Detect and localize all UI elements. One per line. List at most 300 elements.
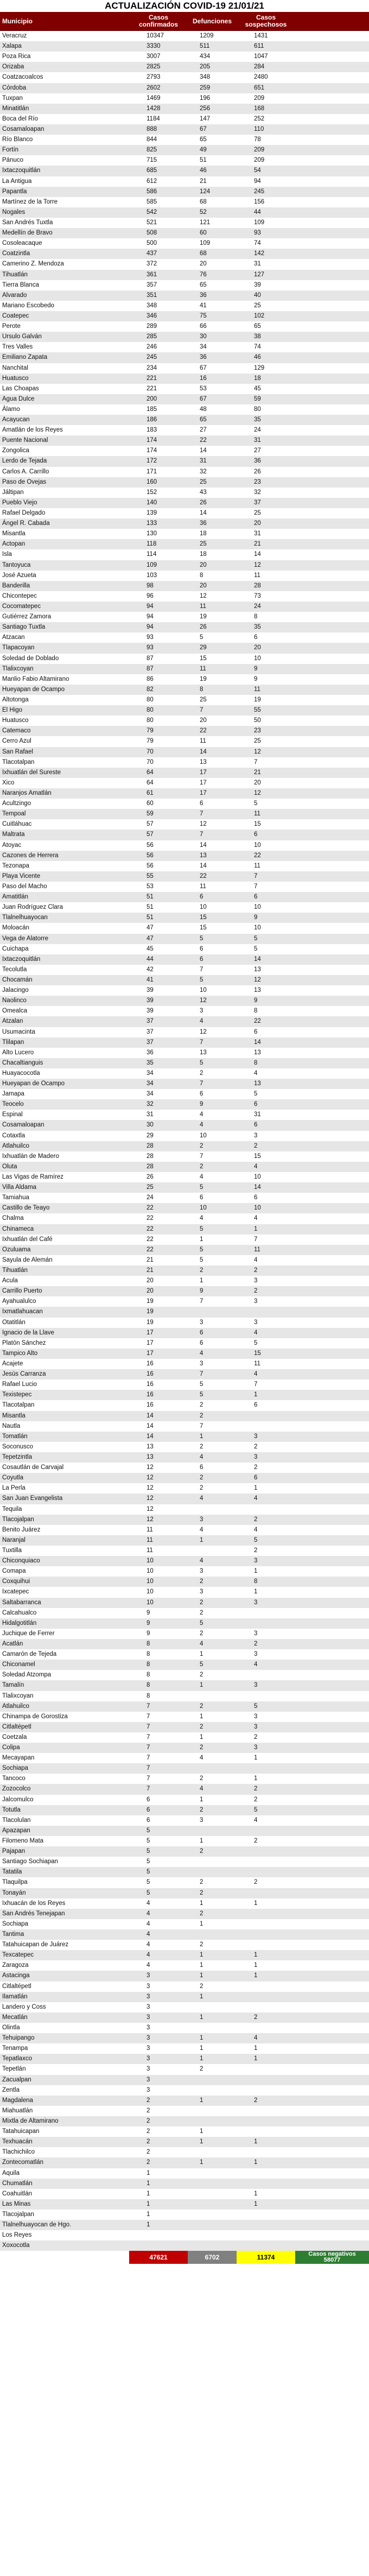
total-defunciones: 6702 (188, 2251, 237, 2264)
table-row (0, 1048, 369, 1058)
cell-sospechosos: 13 (254, 987, 261, 994)
cell-defunciones: 121 (200, 219, 211, 226)
cell-confirmados: 285 (147, 333, 157, 340)
cell-sospechosos: 94 (254, 178, 261, 185)
cell-municipio: Naolinco (2, 997, 27, 1004)
cell-sospechosos: 22 (254, 1018, 261, 1025)
table-row (0, 2230, 369, 2240)
cell-defunciones: 1 (200, 1952, 203, 1959)
cell-defunciones: 7 (200, 1298, 203, 1305)
cell-municipio: Totutla (2, 1806, 21, 1813)
cell-defunciones (188, 2220, 237, 2230)
cell-municipio: Tlaquilpa (2, 1879, 28, 1886)
cell-defunciones: 15 (200, 914, 207, 921)
total-sospechosos: 11374 (237, 2251, 295, 2264)
cell-municipio: Magdalena (2, 2097, 33, 2104)
cell-municipio: Tlalixcoyan (2, 1692, 34, 1699)
cell-sospechosos: 2 (254, 1838, 258, 1845)
table-row (0, 207, 369, 218)
cell-municipio: Minatitlán (2, 105, 29, 112)
cell-defunciones: 1 (200, 2128, 203, 2135)
cell-defunciones: 31 (200, 458, 207, 465)
cell-defunciones: 2 (200, 1412, 203, 1419)
cell-defunciones: 11 (200, 665, 206, 672)
cell-defunciones: 4 (200, 1755, 203, 1762)
cell-sospechosos: 40 (254, 292, 261, 299)
table-row (0, 1369, 369, 1379)
cell-confirmados: 2 (147, 2159, 150, 2166)
cell-municipio: Chiconamel (2, 1661, 35, 1668)
cell-confirmados: 289 (147, 323, 157, 330)
cell-sospechosos: 19 (254, 697, 261, 703)
table-row (0, 259, 369, 269)
cell-defunciones: 7 (200, 1153, 203, 1160)
table-row (0, 1992, 369, 2002)
cell-defunciones: 4 (200, 1350, 203, 1357)
cell-municipio: Altotonga (2, 697, 29, 703)
cell-defunciones: 14 (200, 748, 207, 755)
cell-defunciones: 5 (200, 1381, 203, 1388)
cell-defunciones (188, 2210, 237, 2220)
cell-defunciones: 2 (200, 1474, 203, 1482)
cell-sospechosos: 5 (254, 935, 258, 942)
cell-municipio: Cazones de Herrera (2, 852, 59, 859)
cell-sospechosos: 284 (254, 64, 265, 71)
table-row (0, 488, 369, 498)
cell-sospechosos (237, 2002, 295, 2012)
cell-confirmados: 3 (147, 2055, 150, 2062)
cell-confirmados: 59 (147, 811, 154, 818)
cell-municipio: Tantoyuca (2, 561, 31, 568)
cell-confirmados: 21 (147, 1267, 154, 1274)
cell-confirmados: 5 (147, 1858, 150, 1865)
cell-municipio: Ixtaczoquitlán (2, 955, 41, 963)
cell-sospechosos: 8 (254, 1008, 258, 1015)
cell-municipio: Zongolica (2, 447, 29, 454)
cell-defunciones: 3 (200, 1817, 203, 1824)
cell-sospechosos: 2 (254, 1796, 258, 1803)
cell-defunciones: 5 (200, 634, 203, 641)
cell-confirmados: 3 (147, 1983, 150, 1990)
cell-municipio: Xico (2, 779, 15, 786)
cell-confirmados: 14 (147, 1433, 154, 1440)
table-row (0, 1815, 369, 1826)
cell-municipio: Juan Rodríguez Clara (2, 904, 63, 911)
cell-confirmados: 13 (147, 1453, 154, 1460)
cell-municipio: Benito Juárez (2, 1526, 41, 1533)
cell-municipio: Vega de Alatorre (2, 935, 49, 942)
cell-municipio: Ixtaczoquitlán (2, 167, 41, 174)
totals-row (0, 2251, 369, 2264)
cell-confirmados: 11 (147, 1526, 153, 1533)
cell-municipio: Tlalixcoyan (2, 665, 34, 672)
cell-defunciones (188, 1546, 237, 1556)
cell-sospechosos: 6 (254, 1474, 258, 1482)
cell-defunciones: 1 (200, 2097, 203, 2104)
table-row (0, 1265, 369, 1276)
cell-defunciones: 2 (200, 1599, 203, 1606)
cell-sospechosos (237, 2085, 295, 2096)
cell-municipio: Tatahuicapan de Juárez (2, 1941, 69, 1948)
cell-defunciones: 18 (200, 551, 207, 558)
table-row (0, 996, 369, 1006)
cell-confirmados: 13 (147, 1443, 154, 1450)
cell-defunciones: 3 (200, 1588, 203, 1596)
cell-defunciones: 1 (200, 1682, 203, 1689)
table-row (0, 1473, 369, 1483)
cell-sospechosos: 2 (254, 1786, 258, 1793)
cell-defunciones (188, 2085, 237, 2096)
cell-defunciones: 8 (200, 686, 203, 693)
cell-confirmados: 64 (147, 769, 154, 776)
cell-municipio: Teocelo (2, 1101, 24, 1108)
cell-sospechosos (237, 2023, 295, 2033)
cell-defunciones: 12 (200, 592, 207, 599)
cell-confirmados: 61 (147, 789, 154, 796)
cell-confirmados: 437 (147, 250, 157, 257)
cell-sospechosos: 65 (254, 323, 261, 330)
cell-confirmados: 80 (147, 707, 154, 714)
cell-confirmados: 4 (147, 1941, 150, 1948)
cell-sospechosos: 11 (254, 811, 260, 818)
cell-confirmados: 1428 (147, 105, 161, 112)
cell-municipio: Ixmatlahuacan (2, 1308, 43, 1315)
cell-sospechosos: 5 (254, 800, 258, 807)
table-row (0, 2023, 369, 2033)
table-row (0, 2137, 369, 2147)
cell-municipio: Platón Sánchez (2, 1339, 46, 1346)
cell-municipio: Pánuco (2, 157, 24, 164)
cell-confirmados: 34 (147, 1069, 154, 1077)
cell-municipio: Tempoal (2, 811, 26, 818)
cell-sospechosos: 39 (254, 281, 261, 288)
table-row (0, 52, 369, 62)
cell-defunciones: 10 (200, 987, 207, 994)
cell-confirmados: 39 (147, 987, 154, 994)
table-row (0, 851, 369, 861)
cell-defunciones (188, 1867, 237, 1877)
cell-municipio: Chumatlán (2, 2180, 33, 2187)
cell-defunciones: 1 (200, 1972, 203, 1979)
cell-confirmados: 246 (147, 344, 157, 351)
cell-municipio: Jesús Carranza (2, 1371, 46, 1378)
cell-defunciones: 22 (200, 872, 207, 879)
cell-municipio: Tlalnelhuayocan de Hgo. (2, 2221, 72, 2229)
table-row (0, 560, 369, 571)
cell-confirmados: 183 (147, 427, 157, 434)
cell-sospechosos: 4 (254, 1526, 258, 1533)
cell-municipio: Cocomatepec (2, 603, 41, 610)
cell-municipio: Coatzacoalcos (2, 74, 43, 81)
cell-municipio: Cotaxtla (2, 1132, 26, 1139)
cell-confirmados: 140 (147, 499, 157, 506)
cell-confirmados: 64 (147, 779, 154, 786)
cell-municipio: Tlapacoyan (2, 644, 35, 651)
table-row (0, 1493, 369, 1504)
cell-confirmados: 79 (147, 727, 154, 735)
cell-defunciones (188, 2116, 237, 2126)
cell-sospechosos: 4 (254, 1256, 258, 1263)
cell-defunciones: 1 (200, 1962, 203, 1969)
cell-sospechosos: 1 (254, 1900, 258, 1907)
cell-sospechosos (237, 1857, 295, 1867)
cell-defunciones: 3 (200, 1319, 203, 1326)
cell-defunciones: 41 (200, 302, 207, 309)
cell-municipio: Texistepec (2, 1391, 32, 1398)
cell-municipio: Río Blanco (2, 136, 33, 143)
cell-confirmados: 16 (147, 1371, 154, 1378)
table-row (0, 93, 369, 104)
cell-sospechosos: 142 (254, 250, 265, 257)
cell-municipio: San Rafael (2, 748, 33, 755)
cell-defunciones: 1 (200, 2014, 203, 2021)
cell-confirmados: 1 (147, 2180, 150, 2187)
cell-defunciones: 511 (200, 43, 210, 50)
cell-municipio: Tenampa (2, 2045, 28, 2052)
cell-sospechosos: 22 (254, 852, 261, 859)
cell-municipio: San Andrés Tuxtla (2, 219, 53, 226)
header-sospechosos: Casos sospechosos (245, 14, 287, 28)
table-row (0, 654, 369, 664)
cell-defunciones: 4 (200, 1495, 203, 1502)
cell-defunciones: 1 (200, 2159, 203, 2166)
cell-confirmados: 3 (147, 2076, 150, 2083)
cell-defunciones: 13 (200, 758, 207, 765)
cell-defunciones: 15 (200, 925, 207, 932)
table-row (0, 270, 369, 280)
cell-municipio: Banderilla (2, 582, 30, 589)
cell-sospechosos: 26 (254, 468, 261, 475)
cell-confirmados: 8 (147, 1682, 150, 1689)
cell-confirmados: 22 (147, 1246, 154, 1253)
table-row (0, 218, 369, 228)
cell-defunciones: 3 (200, 1008, 203, 1015)
cell-sospechosos: 6 (254, 1101, 258, 1108)
cell-defunciones: 68 (200, 198, 207, 205)
table-row (0, 352, 369, 363)
cell-defunciones: 4 (200, 1453, 203, 1460)
cell-confirmados: 94 (147, 624, 154, 631)
table-row (0, 1307, 369, 1317)
cell-defunciones: 1209 (200, 33, 214, 39)
cell-sospechosos: 8 (254, 1059, 258, 1066)
table-row (0, 104, 369, 114)
cell-defunciones: 20 (200, 717, 207, 724)
header-defunciones: Defunciones (192, 17, 232, 25)
cell-sospechosos: 28 (254, 582, 261, 589)
cell-defunciones: 3 (200, 1516, 203, 1523)
table-row (0, 944, 369, 954)
cell-defunciones: 10 (200, 1132, 207, 1139)
cell-sospechosos (237, 1691, 295, 1701)
cell-sospechosos: 74 (254, 240, 261, 247)
cell-confirmados: 7 (147, 1786, 150, 1793)
cell-sospechosos: 15 (254, 1350, 261, 1357)
cell-municipio: Perote (2, 323, 21, 330)
cell-confirmados: 7 (147, 1733, 150, 1740)
cell-confirmados: 8 (147, 1661, 150, 1668)
cell-sospechosos: 11 (254, 862, 260, 869)
cell-sospechosos: 11 (254, 1360, 260, 1367)
cell-confirmados: 3 (147, 2066, 150, 2073)
cell-confirmados: 93 (147, 644, 154, 651)
cell-defunciones: 15 (200, 655, 207, 662)
cell-defunciones (188, 1307, 237, 1317)
cell-defunciones: 16 (200, 375, 207, 382)
cell-sospechosos (237, 1763, 295, 1774)
cell-sospechosos (237, 1867, 295, 1877)
cell-defunciones: 43 (200, 489, 207, 496)
table-row (0, 1598, 369, 1608)
cell-confirmados: 133 (147, 520, 157, 527)
cell-municipio: Camerino Z. Mendoza (2, 261, 64, 268)
cell-confirmados: 87 (147, 665, 154, 672)
cell-defunciones: 1 (200, 1993, 203, 2000)
cell-confirmados: 508 (147, 230, 157, 237)
table-row (0, 1224, 369, 1235)
cell-sospechosos: 35 (254, 416, 261, 423)
cell-municipio: Martínez de la Torre (2, 198, 58, 205)
table-row (0, 1349, 369, 1359)
cell-defunciones: 20 (200, 582, 207, 589)
table-row (0, 1960, 369, 1971)
cell-sospechosos: 2 (254, 1733, 258, 1740)
cell-sospechosos: 3 (254, 1298, 258, 1305)
cell-municipio: Tezonapa (2, 862, 29, 869)
cell-confirmados: 5 (147, 1838, 150, 1845)
cell-defunciones: 66 (200, 323, 207, 330)
table-row (0, 2189, 369, 2199)
table-row (0, 1452, 369, 1463)
table-row (0, 62, 369, 72)
cell-defunciones: 4 (200, 1558, 203, 1565)
cell-sospechosos: 1 (254, 2200, 258, 2207)
cell-confirmados: 4 (147, 1920, 150, 1927)
cell-municipio: Huatusco (2, 717, 29, 724)
cell-sospechosos: 5 (254, 1806, 258, 1813)
table-row (0, 1432, 369, 1442)
cell-confirmados: 6 (147, 1806, 150, 1813)
cell-confirmados: 17 (147, 1350, 154, 1357)
cell-sospechosos: 2 (254, 1640, 258, 1647)
table-row (0, 41, 369, 52)
cell-sospechosos: 1 (254, 1962, 258, 1969)
cell-confirmados: 86 (147, 675, 154, 682)
cell-confirmados: 57 (147, 821, 154, 828)
table-row (0, 404, 369, 415)
cell-municipio: Tlacojalpan (2, 2211, 34, 2218)
table-row (0, 913, 369, 923)
cell-municipio: Zentla (2, 2086, 20, 2093)
table-row (0, 1286, 369, 1296)
cell-confirmados: 14 (147, 1422, 154, 1429)
table-row (0, 2096, 369, 2106)
cell-confirmados: 37 (147, 1028, 154, 1035)
cell-municipio: Zaragoza (2, 1962, 29, 1969)
cell-confirmados: 7 (147, 1702, 150, 1710)
cell-confirmados: 20 (147, 1277, 154, 1284)
cell-sospechosos (237, 1307, 295, 1317)
cell-defunciones: 6 (200, 1339, 203, 1346)
cell-defunciones (188, 2168, 237, 2179)
cell-municipio: Coyutla (2, 1474, 23, 1482)
cell-defunciones: 49 (200, 147, 207, 154)
cell-municipio: Tihuatlán (2, 1267, 28, 1274)
table-row (0, 1068, 369, 1079)
cell-confirmados: 19 (147, 1308, 154, 1315)
cell-confirmados: 30 (147, 1122, 154, 1129)
cell-municipio: Huayacocotla (2, 1069, 40, 1077)
table-row (0, 1898, 369, 1909)
cell-defunciones (188, 2147, 237, 2157)
cell-defunciones: 34 (200, 344, 207, 351)
cell-municipio: Chocamán (2, 976, 33, 983)
cell-sospechosos: 2 (254, 1547, 258, 1554)
cell-sospechosos: 3 (254, 1433, 258, 1440)
cell-sospechosos: 168 (254, 105, 265, 112)
cell-confirmados: 44 (147, 955, 154, 963)
cell-confirmados: 4 (147, 1931, 150, 1938)
cell-municipio: Tihuatlán (2, 271, 28, 278)
cell-confirmados: 825 (147, 147, 157, 154)
table-row (0, 446, 369, 456)
cell-confirmados: 5 (147, 1889, 150, 1896)
table-row (0, 747, 369, 757)
cell-municipio: Zacualpan (2, 2076, 31, 2083)
cell-confirmados: 3007 (147, 53, 161, 60)
cell-municipio: Tlalnelhuayocan (2, 914, 48, 921)
cell-sospechosos: 4 (254, 1329, 258, 1336)
table-row (0, 1909, 369, 1919)
cell-sospechosos: 3 (254, 1713, 258, 1720)
cell-confirmados: 888 (147, 125, 157, 132)
table-row (0, 498, 369, 508)
table-row (0, 1701, 369, 1712)
cell-sospechosos: 45 (254, 385, 261, 392)
cell-defunciones: 12 (200, 821, 207, 828)
cell-sospechosos: 7 (254, 1381, 258, 1388)
cell-confirmados: 500 (147, 240, 157, 247)
cell-sospechosos: 7 (254, 883, 258, 890)
table-row (0, 632, 369, 643)
cell-municipio: Sayula de Alemán (2, 1256, 53, 1263)
cell-municipio: Saltabarranca (2, 1599, 41, 1606)
cell-confirmados: 103 (147, 572, 157, 579)
cell-confirmados: 98 (147, 582, 154, 589)
table-row (0, 529, 369, 539)
cell-defunciones: 2 (200, 1889, 203, 1896)
cell-defunciones: 30 (200, 333, 207, 340)
cell-defunciones (188, 2002, 237, 2012)
cell-sospechosos: 38 (254, 333, 261, 340)
cell-defunciones: 9 (200, 1288, 203, 1295)
cell-confirmados: 3 (147, 2014, 150, 2021)
table-row (0, 840, 369, 851)
cell-sospechosos: 35 (254, 624, 261, 631)
cell-confirmados: 60 (147, 800, 154, 807)
table-row (0, 778, 369, 788)
cell-sospechosos: 10 (254, 1205, 261, 1212)
table-row (0, 2220, 369, 2230)
cell-municipio: Tlacotalpan (2, 1402, 35, 1409)
cell-municipio: Cerro Azul (2, 738, 31, 745)
cell-municipio: Álamo (2, 406, 20, 413)
cell-sospechosos: 11 (254, 572, 260, 579)
cell-sospechosos (237, 2240, 295, 2251)
cell-sospechosos: 31 (254, 530, 261, 537)
cell-confirmados: 1184 (147, 115, 160, 122)
table-row (0, 124, 369, 135)
